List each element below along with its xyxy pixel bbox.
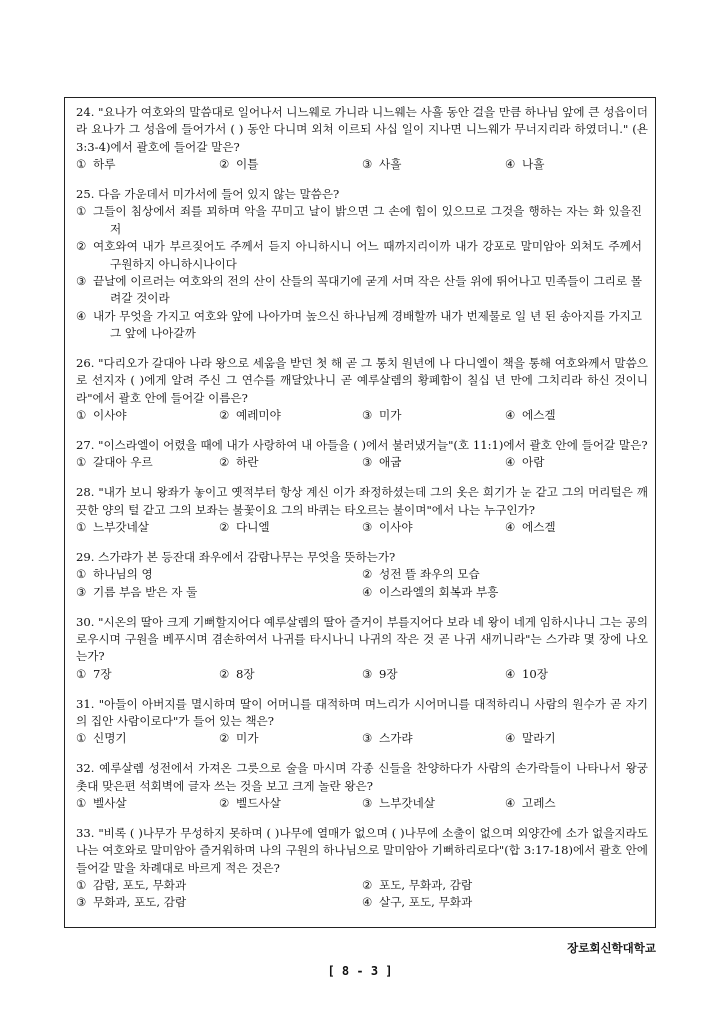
option-text: 나흘 [522,157,545,172]
answer-option[interactable] [362,156,505,173]
answer-option[interactable] [76,730,219,747]
option-marker: ① [76,877,87,892]
option-text: 예레미야 [236,408,281,423]
answer-options [76,156,648,173]
question-stem [76,696,648,731]
question-stem [76,825,648,877]
option-marker: ④ [505,520,516,535]
answer-options [76,795,648,812]
answer-option[interactable] [76,203,648,238]
question-stem [76,355,648,407]
option-text: 여호와여 내가 부르짖어도 주께서 듣지 아니하시니 어느 때까지리이까 내가 강포로 말미암아 외쳐도 주께서 구원하지 아니하시나이다 [93,239,642,271]
answer-option[interactable] [76,273,648,308]
question-number: 30. [76,614,95,629]
answer-option[interactable] [505,454,648,471]
question-text: 예루살렘 성전에서 가져온 그릇으로 술을 마시며 각종 신들을 찬양하다가 사람의 손가락들이 나타나서 왕궁 촛대 맞은편 석회벽에 글자 쓰는 것을 보고 크게 놀란 왕은? [76,761,649,793]
answer-option[interactable] [505,156,648,173]
option-marker: ④ [76,308,87,323]
answer-option[interactable] [362,795,505,812]
question-text: "시온의 딸아 크게 기뻐할지어다 예루살렘의 딸아 즐거이 부를지어다 보라 네 왕이 네게 임하시나니 그는 공의로우시며 구원을 베푸시며 겸손하여서 나귀를 타시나니 나귀의 작은 것 곧 나귀 새끼니라"는 스가랴 몇 장에 나오는가? [76,614,648,664]
answer-options [76,203,648,342]
question-stem [76,437,648,454]
answer-option[interactable] [219,454,362,471]
answer-option[interactable] [219,407,362,424]
option-text: 느부갓네살 [379,795,435,810]
answer-option[interactable] [76,454,219,471]
option-marker: ④ [505,795,516,810]
question [76,437,648,472]
option-marker: ① [76,455,87,470]
option-text: 느부갓네살 [93,520,149,535]
option-marker: ③ [76,895,87,910]
question-text: "요나가 여호와의 말씀대로 일어나서 니느웨로 가니라 니느웨는 사흘 동안 걸을 만큼 하나님 앞에 큰 성읍이더라 요나가 그 성읍에 들어가서 ( ) 동안 다니며 외쳐 이르되 사십 일이 지나면 니느웨가 무너지리라 하였더니." (욘 3:3-4)에서 괄호에 들어갈 말은? [76,105,648,154]
option-marker: ④ [505,455,516,470]
option-text: 9장 [379,666,398,681]
answer-options [76,566,648,601]
question-text: 다음 가운데서 미가서에 들어 있지 않는 말씀은? [98,187,340,202]
option-marker: ③ [362,520,373,535]
option-marker: ① [76,157,87,172]
question-text: "다리오가 갈대아 나라 왕으로 세움을 받던 첫 해 곧 그 통치 원년에 나 다니엘이 책을 통해 여호와께서 말씀으로 선지자 ( )에게 알려 주신 그 연수를 깨달았나니 곧 예루살렘의 황폐함이 칠십 년 만에 그치리라 하신 것이니라"에서 괄호 안에 들어갈 이름은? [76,356,648,405]
option-text: 이사야 [93,408,127,423]
option-marker: ④ [362,895,373,910]
option-marker: ① [76,520,87,535]
option-text: 8장 [236,666,255,681]
option-marker: ② [219,666,230,681]
answer-option[interactable] [76,156,219,173]
option-marker: ③ [76,274,87,289]
option-text: 기름 부음 받은 자 둘 [93,584,198,599]
answer-option[interactable] [362,584,648,601]
option-text: 신명기 [93,731,127,746]
question-text: 스가랴가 본 등잔대 좌우에서 감람나무는 무엇을 뜻하는가? [98,549,396,564]
answer-option[interactable] [219,156,362,173]
option-text: 미가 [379,408,402,423]
answer-option[interactable] [362,454,505,471]
answer-option[interactable] [505,666,648,683]
option-text: 다니엘 [236,520,270,535]
answer-options [76,454,648,471]
option-text: 하란 [236,455,259,470]
option-marker: ① [76,204,87,219]
answer-option[interactable] [362,519,505,536]
option-text: 에스겔 [522,408,556,423]
option-marker: ③ [362,795,373,810]
question-text: "내가 보니 왕좌가 놓이고 옛적부터 항상 계신 이가 좌정하셨는데 그의 옷은 희기가 눈 같고 그의 머리털은 깨끗한 양의 털 같고 그의 보좌는 불꽃이요 그의 바퀴는 타오르는 불이며"에서 나는 누구인가? [76,485,648,517]
question-text: "이스라엘이 어렸을 때에 내가 사랑하여 내 아들을 ( )에서 불러냈거늘"(호 11:1)에서 괄호 안에 들어갈 말은? [98,438,648,453]
question-stem [76,614,648,666]
option-text: 이틀 [236,157,259,172]
option-marker: ② [219,455,230,470]
answer-options [76,730,648,747]
answer-option[interactable] [219,795,362,812]
option-text: 벨사살 [93,795,127,810]
question-number: 25. [76,187,95,202]
question [76,696,648,748]
question-text: "비록 ( )나무가 무성하지 못하며 ( )나무에 열매가 없으며 ( )나무에 소출이 없으며 외양간에 소가 없을지라도 나는 여호와로 말미암아 즐거워하며 나의 구원의 하나님으로 말미암아 기뻐하리로다"(합 3:17-18)에서 괄호 안에 들어갈 말을 차례대로 바르게 적은 것은? [76,825,649,875]
option-text: 사흘 [379,157,402,172]
answer-option[interactable] [76,407,219,424]
question-number: 28. [76,485,95,500]
question-stem [76,484,648,519]
answer-option[interactable] [76,877,362,894]
question-number: 27. [76,438,95,453]
answer-option[interactable] [505,519,648,536]
question-stem [76,186,648,203]
question-stem [76,104,648,156]
answer-option[interactable] [219,730,362,747]
question [76,549,648,601]
option-marker: ③ [362,731,373,746]
option-text: 스가랴 [379,731,413,746]
option-marker: ③ [362,157,373,172]
answer-option[interactable] [362,666,505,683]
option-marker: ② [219,408,230,423]
answer-option[interactable] [505,795,648,812]
option-marker: ① [76,408,87,423]
option-text: 무화과, 포도, 감람 [93,895,187,910]
answer-option[interactable] [76,666,219,683]
answer-option[interactable] [362,730,505,747]
answer-options [76,407,648,424]
option-text: 말라기 [522,731,556,746]
option-text: 하루 [93,157,116,172]
option-marker: ④ [505,408,516,423]
option-text: 미가 [236,731,259,746]
option-text: 이스라엘의 회복과 부흥 [379,584,499,599]
option-text: 애굽 [379,455,402,470]
option-text: 하나님의 영 [93,567,153,582]
answer-option[interactable] [362,877,648,894]
question-stem [76,760,648,795]
option-marker: ③ [362,666,373,681]
answer-option[interactable] [76,566,362,583]
option-marker: ④ [505,157,516,172]
option-text: 성전 뜰 좌우의 모습 [379,567,480,582]
answer-option[interactable] [219,519,362,536]
answer-options [76,666,648,683]
option-text: 포도, 무화과, 감람 [379,877,473,892]
answer-option[interactable] [362,566,648,583]
answer-option[interactable] [76,308,648,343]
option-marker: ② [362,877,373,892]
answer-option[interactable] [219,666,362,683]
option-marker: ② [219,731,230,746]
question [76,355,648,425]
answer-options [76,519,648,536]
option-marker: ② [362,567,373,582]
question [76,186,648,343]
option-marker: ① [76,731,87,746]
answer-option[interactable] [76,519,219,536]
question-number: 32. [76,761,95,776]
question-stem [76,549,648,566]
question [76,484,648,536]
answer-options [76,877,648,912]
option-text: 아람 [522,455,545,470]
option-text: 7장 [93,666,112,681]
question [76,614,648,684]
option-text: 내가 무엇을 가지고 여호와 앞에 나아가며 높으신 하나님께 경배할까 내가 번제물로 일 년 된 송아지를 가지고 그 앞에 나아갈까 [93,308,642,341]
option-marker: ③ [76,584,87,599]
option-marker: ② [219,795,230,810]
answer-option[interactable] [76,238,648,273]
option-text: 벨드사살 [236,795,281,810]
option-text: 살구, 포도, 무화과 [379,895,473,910]
answer-option[interactable] [505,407,648,424]
option-marker: ④ [362,584,373,599]
answer-option[interactable] [362,407,505,424]
option-marker: ① [76,666,87,681]
option-text: 이사야 [379,520,413,535]
option-text: 끝날에 이르러는 여호와의 전의 산이 산들의 꼭대기에 굳게 서며 작은 산들 위에 뛰어나고 민족들이 그리로 몰려갈 것이라 [93,274,642,306]
option-marker: ③ [362,455,373,470]
question-number: 31. [76,696,95,711]
question-number: 24. [76,105,95,119]
option-marker: ④ [505,666,516,681]
question [76,104,648,174]
option-marker: ② [219,157,230,172]
option-marker: ④ [505,731,516,746]
option-text: 고레스 [522,795,556,810]
option-marker: ② [219,520,230,535]
question-text: "아들이 아버지를 멸시하며 딸이 어머니를 대적하며 며느리가 시어머니를 대적하리니 사람의 원수가 곧 자기의 집안 사람이로다"가 들어 있는 책은? [76,696,648,728]
answer-option[interactable] [76,795,219,812]
question-number: 29. [76,549,95,564]
answer-option[interactable] [362,894,648,911]
question-number: 26. [76,356,95,371]
option-text: 그들이 침상에서 죄를 꾀하며 악을 꾸미고 날이 밝으면 그 손에 힘이 있으므로 그것을 행하는 자는 화 있을진저 [93,204,642,236]
page-number: [ 8 - 3 ] [327,964,393,978]
option-text: 에스겔 [522,520,556,535]
option-marker: ① [76,567,87,582]
question [76,825,648,912]
option-marker: ① [76,795,87,810]
question [76,760,648,812]
answer-option[interactable] [505,730,648,747]
option-text: 갈대아 우르 [93,455,153,470]
question-number: 33. [76,825,95,840]
option-text: 감람, 포도, 무화과 [93,877,187,892]
option-marker: ② [76,239,87,254]
answer-option[interactable] [76,584,362,601]
option-text: 10장 [522,666,548,681]
option-marker: ③ [362,408,373,423]
exam-questions [76,104,648,924]
answer-option[interactable] [76,894,362,911]
university-name: 장로회신학대학교 [567,941,656,955]
